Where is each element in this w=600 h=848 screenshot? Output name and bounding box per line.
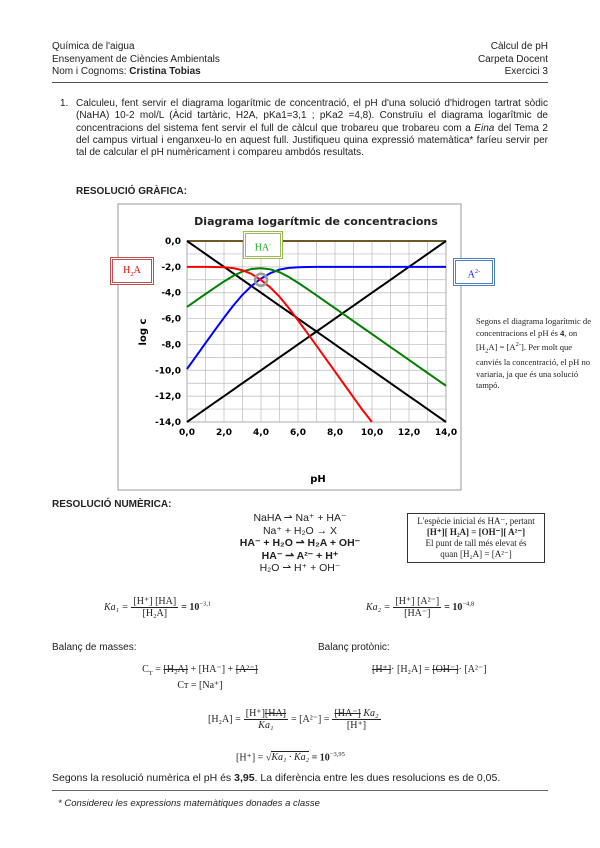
eq-part: [H⁺] — [245, 708, 265, 719]
label-sub: 2 — [130, 271, 134, 278]
x-axis-label: pH — [310, 474, 326, 485]
note-line: L'espècie inicial és HA⁻, pertant — [417, 516, 535, 526]
note-box — [407, 513, 545, 563]
reaction: Na⁺ + H₂O → X — [262, 524, 338, 537]
y-tick-label: 0,0 — [165, 237, 181, 247]
exponent: −3,95 — [329, 751, 345, 758]
sqrt-symbol: √ — [265, 752, 272, 764]
numeric-heading: RESOLUCIÓ NUMÈRICA: — [52, 499, 172, 510]
note-line: El punt de tall més elevat és — [425, 538, 527, 548]
radicand: Ka₁ · Ka₂ — [271, 752, 310, 764]
y-tick-label: -4,0 — [161, 288, 181, 299]
y-tick-label: -10,0 — [155, 366, 181, 377]
conclusion-text: . La diferència entre les dues resolucions es de 0,05. — [254, 772, 501, 784]
y-tick-label: -2,0 — [161, 262, 181, 273]
eq-part: · [H₂A] = — [391, 664, 433, 675]
eq-part: = — [152, 664, 164, 675]
struck-term: [HA] — [264, 708, 287, 719]
label-a2 — [453, 258, 495, 286]
eq-line: Cᴛ = [Na⁺] — [177, 680, 223, 691]
ka1-equation — [104, 596, 211, 619]
question-part: Calculeu, fent servir el diagrama logarítmic de concentració, el pH d'una solució d'hidrogen tartrat sòdic (NaHA) 10-2 mol/L (Àcid tartàric, H2A, pKa1=3,1 ; pKa2 =4,8). Construïu el diagrama logarîtmic de concentracions del sistema fent servir el full de càlcul que trobareu que trobareu com a — [76, 98, 548, 134]
note-line: [H⁺][ H₂A] = [OH⁻][ A²⁻] — [426, 527, 526, 537]
chart-title: Diagrama logarítmic de concentracions — [194, 215, 438, 228]
mass-balance-label: Balanç de masses: — [52, 642, 137, 653]
eq-part: C — [142, 664, 149, 675]
reaction: HA⁻ ⇀ A²⁻ + H⁺ — [261, 549, 339, 562]
x-tick-label: 6,0 — [290, 428, 306, 438]
note-text: A] = [A — [488, 341, 516, 352]
folder: Carpeta Docent — [477, 53, 548, 65]
x-tick-label: 2,0 — [216, 428, 232, 438]
y-axis-label: log c — [138, 318, 149, 346]
x-tick-label: 12,0 — [397, 428, 421, 438]
reaction: HA⁻ + H₂O ⇀ H₂A + OH⁻ — [239, 537, 361, 549]
eq-part: = 10 — [311, 752, 330, 764]
reaction: NaHA ⇀ Na⁺ + HA⁻ — [253, 512, 347, 524]
conclusion-text: Segons la resolució numèrica el pH és — [52, 772, 235, 784]
proton-balance-eq — [372, 664, 487, 675]
label-sup: - — [269, 241, 272, 248]
course: Química de l'aigua — [52, 41, 135, 52]
struck-term: [A²⁻] — [235, 664, 258, 675]
note-line: quan [H₂A] = [A²⁻] — [440, 549, 512, 559]
footnote: * Considereu les expressions matemàtiques donades a classe — [58, 798, 320, 809]
x-tick-label: 8,0 — [327, 428, 343, 438]
eq-part: = 10 — [444, 601, 463, 613]
note-text: ]. Per molt que canviés la concentració, el pH no variaria, ja que és una solució tampó. — [476, 341, 591, 391]
note-text: , on [H — [476, 327, 578, 352]
note-sup: 2- — [515, 341, 522, 348]
label-text: A — [467, 269, 475, 281]
label-ha — [243, 231, 283, 259]
eq-part: = 10 — [181, 601, 200, 613]
denominator: [H₂A] — [142, 608, 168, 619]
y-tick-label: -12,0 — [155, 392, 181, 403]
x-tick-label: 0,0 — [179, 428, 195, 438]
eq-part: [H₂A] = — [208, 713, 241, 725]
numerator: [H⁺] [HA] — [133, 596, 177, 607]
numerator: [H⁺] [A²⁻] — [395, 596, 440, 607]
eq-part: Ka₂ = — [366, 601, 391, 613]
conclusion — [52, 772, 500, 784]
h2a-equation — [208, 708, 384, 731]
label-text: H — [123, 265, 131, 276]
note-text: Segons el diagrama logarítmic de concentracions el pH és — [476, 316, 592, 338]
eq-part: = [A²⁻] = — [291, 713, 330, 725]
program: Ensenyament de Ciències Ambientals — [52, 53, 220, 65]
eq-part: + [HA⁻] + — [188, 664, 236, 675]
conclusion-value: 3,95 — [234, 772, 255, 784]
eq-part: · [A²⁻] — [458, 664, 487, 675]
note-sub: 2 — [485, 347, 489, 355]
ka2-equation — [366, 596, 474, 619]
footer-divider — [52, 790, 548, 791]
question-em: Eina — [474, 122, 495, 134]
graphic-note — [476, 316, 596, 392]
x-tick-label: 10,0 — [360, 428, 384, 438]
denominator: [H⁺] — [346, 720, 367, 731]
h-equation — [236, 751, 345, 763]
note-ph: 4 — [560, 327, 565, 338]
mass-balance-eq — [130, 664, 270, 692]
x-tick-label: 14,0 — [434, 428, 458, 438]
eq-part: [H⁺] = — [236, 752, 264, 764]
eq-part: Ka₂ — [360, 708, 379, 719]
student-name: Cristina Tobias — [129, 66, 201, 77]
label-sup: 2- — [474, 268, 481, 275]
denominator: [HA⁻] — [404, 608, 431, 619]
struck-term: [H⁺] — [372, 664, 392, 675]
topic: Càlcul de pH — [490, 41, 548, 52]
y-tick-label: -8,0 — [161, 340, 181, 351]
y-tick-label: -14,0 — [155, 418, 181, 428]
exercise: Exercici 3 — [504, 66, 548, 77]
question-part: del Tema 2 del campus virtual i enganxeu-lo en aquest full. Justifiqueu quina expressió matemàtica* faríeu servir per tal de calcular el pH numèricament i compareu ambdós resultats. — [76, 122, 548, 159]
x-tick-label: 4,0 — [253, 428, 269, 438]
eq-sub: T — [148, 670, 153, 677]
eq-part: Ka₁ = — [104, 601, 129, 613]
name-label: Nom i Cognoms: — [52, 66, 127, 77]
reactions — [220, 512, 380, 575]
label-text: A — [133, 265, 141, 276]
struck-term: [HA⁻] — [334, 708, 361, 719]
y-tick-label: -6,0 — [161, 314, 181, 325]
exponent: −4,8 — [462, 600, 475, 608]
label-h2a — [110, 257, 154, 285]
denominator: Ka₁ — [258, 720, 274, 731]
question-number: 1. — [60, 98, 69, 109]
reaction: H₂O ⇀ H⁺ + OH⁻ — [259, 562, 341, 574]
exponent: −3,1 — [199, 600, 212, 608]
proton-balance-label: Balanç protònic: — [318, 642, 390, 653]
struck-term: [H₂A] — [163, 664, 189, 675]
label-text: HA — [254, 242, 270, 254]
struck-term: [OH⁻] — [432, 664, 459, 675]
graphic-heading: RESOLUCIÓ GRÀFICA: — [76, 186, 188, 197]
